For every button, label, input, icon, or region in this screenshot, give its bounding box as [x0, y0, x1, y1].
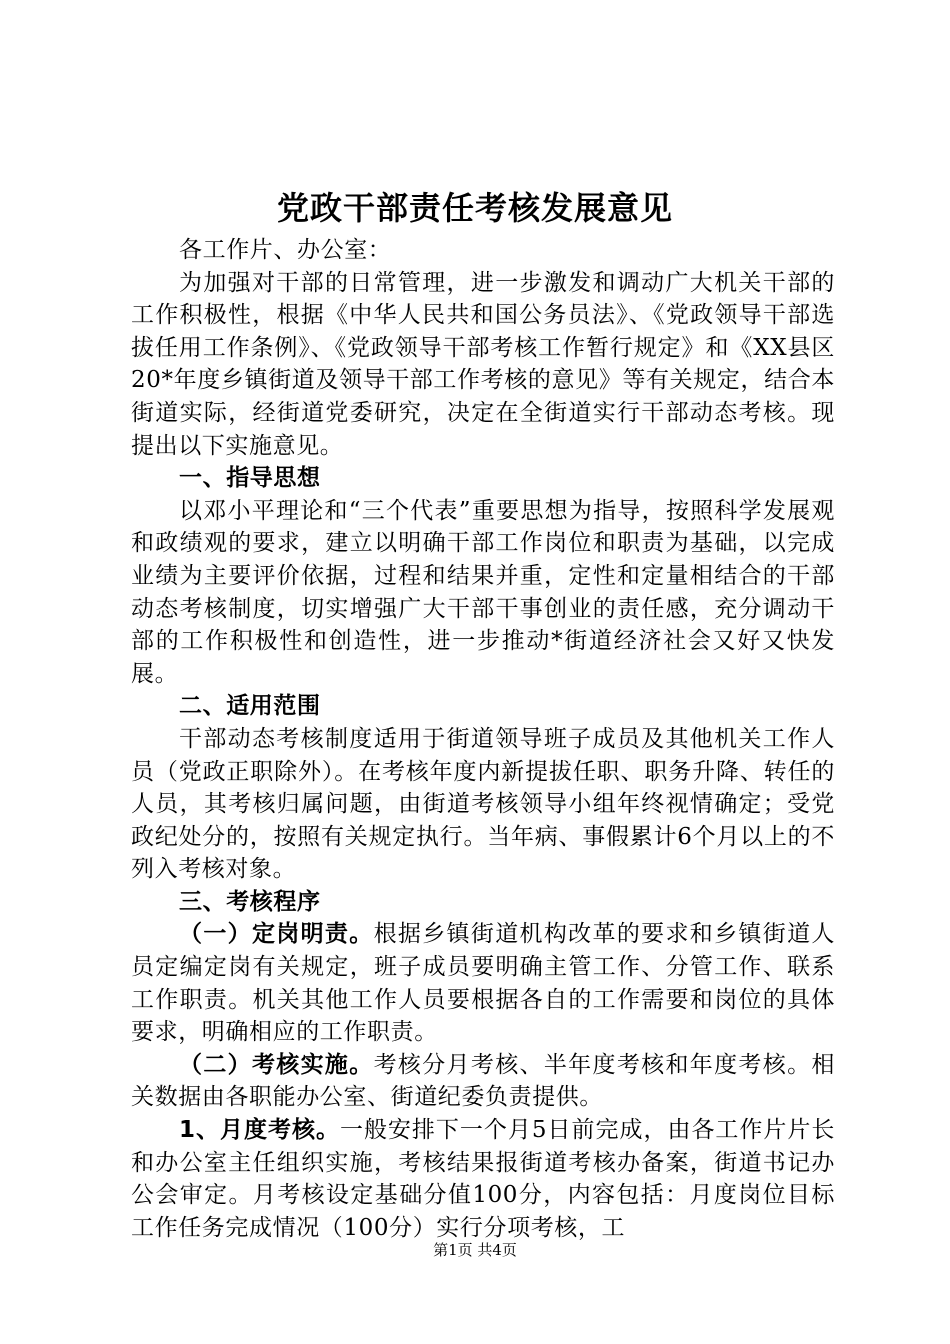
section1-paragraph: 以邓小平理论和“三个代表”重要思想为指导，按照科学发展观和政绩观的要求，建立以明确干部工作岗位和职责为基础，以完成业绩为主要评价依据，过程和结果并重，定性和定量相结合的干部动态考核制度，切实增强广大干部干事创业的责任感，充分调动干部的工作积极性和创造性，进一步推动*街道经济社会又好又快发展。	[131, 497, 835, 687]
item2-lead: （二）考核实施。	[179, 1051, 374, 1078]
section1-heading: 一、指导思想	[179, 465, 321, 492]
document-body	[131, 234, 835, 1244]
salutation: 各工作片、办公室：	[179, 237, 392, 263]
document-title: 党政干部责任考核发展意见	[276, 189, 673, 227]
item1-text: 根据乡镇街道机构改革的要求和乡镇街道人员定编定岗有关规定，班子成员要明确主管工作、分管工作、联系工作职责。机关其他工作人员要根据各自的工作需要和岗位的具体要求，明确相应的工作职责。	[131, 921, 835, 1046]
item3-lead: 1、月度考核。	[179, 1117, 340, 1144]
intro-paragraph: 为加强对干部的日常管理，进一步激发和调动广大机关干部的工作积极性，根据《中华人民共和国公务员法》、《党政领导干部选拔任用工作条例》、《党政领导干部考核工作暂行规定》和《XX县区20*年度乡镇街道及领导干部工作考核的意见》等有关规定，结合本街道实际，经街道党委研究，决定在全街道实行干部动态考核。现提出以下实施意见。	[131, 269, 835, 459]
item3-text: 一般安排下一个月5日前完成，由各工作片片长和办公室主任组织实施，考核结果报街道考核办备案，街道书记办公会审定。月考核设定基础分值100分，内容包括：月度岗位目标工作任务完成情况（100分）实行分项考核，工	[131, 1117, 835, 1241]
item2-text: 考核分月考核、半年度考核和年度考核。相关数据由各职能办公室、街道纪委负责提供。	[131, 1051, 835, 1111]
page-footer: 第1页 共4页	[433, 1241, 517, 1259]
section3-item2	[131, 1049, 835, 1114]
section3-heading: 三、考核程序	[179, 888, 321, 915]
section2-paragraph: 干部动态考核制度适用于街道领导班子成员及其他机关工作人员（党政正职除外）。在考核年度内新提拔任职、职务升降、转任的人员，其考核归属问题，由街道考核领导小组年终视情确定；受党政纪处分的，按照有关规定执行。当年病、事假累计6个月以上的不列入考核对象。	[131, 725, 835, 883]
section3-item1	[131, 918, 835, 1048]
section3-item3	[131, 1114, 835, 1244]
section2-heading: 二、适用范围	[179, 693, 321, 720]
item1-lead: （一）定岗明责。	[179, 921, 374, 948]
